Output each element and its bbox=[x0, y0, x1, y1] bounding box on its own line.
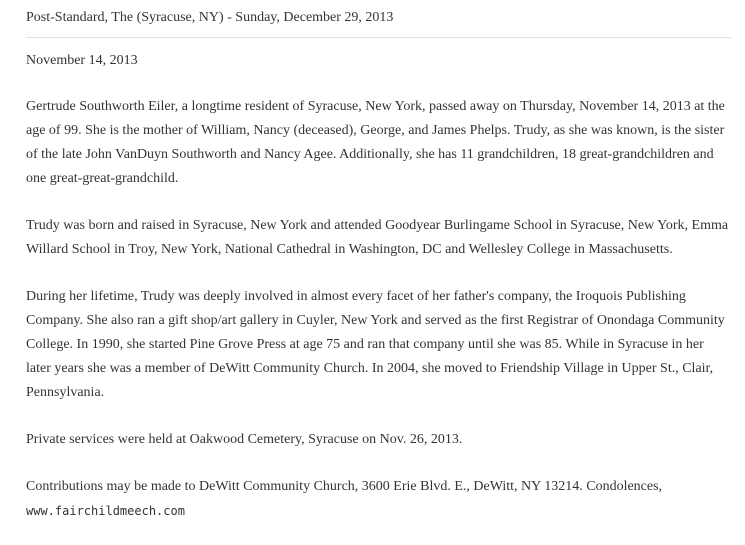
paragraph-contributions bbox=[26, 475, 731, 523]
paragraph-career: During her lifetime, Trudy was deeply involved in almost every facet of her father's company, the Iroquois Publishing Company. She also ran a gift shop/art gallery in Cuyler, New York and served as the first Registrar of Onondaga Community College. In 1990, she started Pine Grove Press at age 75 and ran that company until she was 85. While in Syracuse in her later years she was a member of DeWitt Community Church. In 2004, she moved to Friendship Village in Upper St., Clair, Pennsylvania. bbox=[26, 289, 725, 400]
obituary-date: November 14, 2013 bbox=[26, 53, 138, 68]
paragraph-services: Private services were held at Oakwood Cemetery, Syracuse on Nov. 26, 2013. bbox=[26, 432, 463, 447]
contributions-text: Contributions may be made to DeWitt Community Church, 3600 Erie Blvd. E., DeWitt, NY 13214. Condolences, bbox=[26, 479, 663, 494]
paragraph-education: Trudy was born and raised in Syracuse, New York and attended Goodyear Burlingame School in Syracuse, New York, Emma Willard School in Troy, New York, National Cathedral in Washington, DC and Wellesley College in Massachusetts. bbox=[26, 218, 729, 257]
funeral-home-website: www.fairchildmeech.com bbox=[26, 504, 185, 518]
paragraph-biography: Gertrude Southworth Eiler, a longtime resident of Syracuse, New York, passed away on Thursday, November 14, 2013 at the age of 99. She is the mother of William, Nancy (deceased), George, and James Phelps. Trudy, as she was known, is the sister of the late John VanDuyn Southworth and Nancy Agee. Additionally, she has 11 grandchildren, 18 great-grandchildren and one great-great-grandchild. bbox=[26, 99, 725, 186]
source-line: Post-Standard, The (Syracuse, NY) - Sunday, December 29, 2013 bbox=[26, 0, 731, 38]
